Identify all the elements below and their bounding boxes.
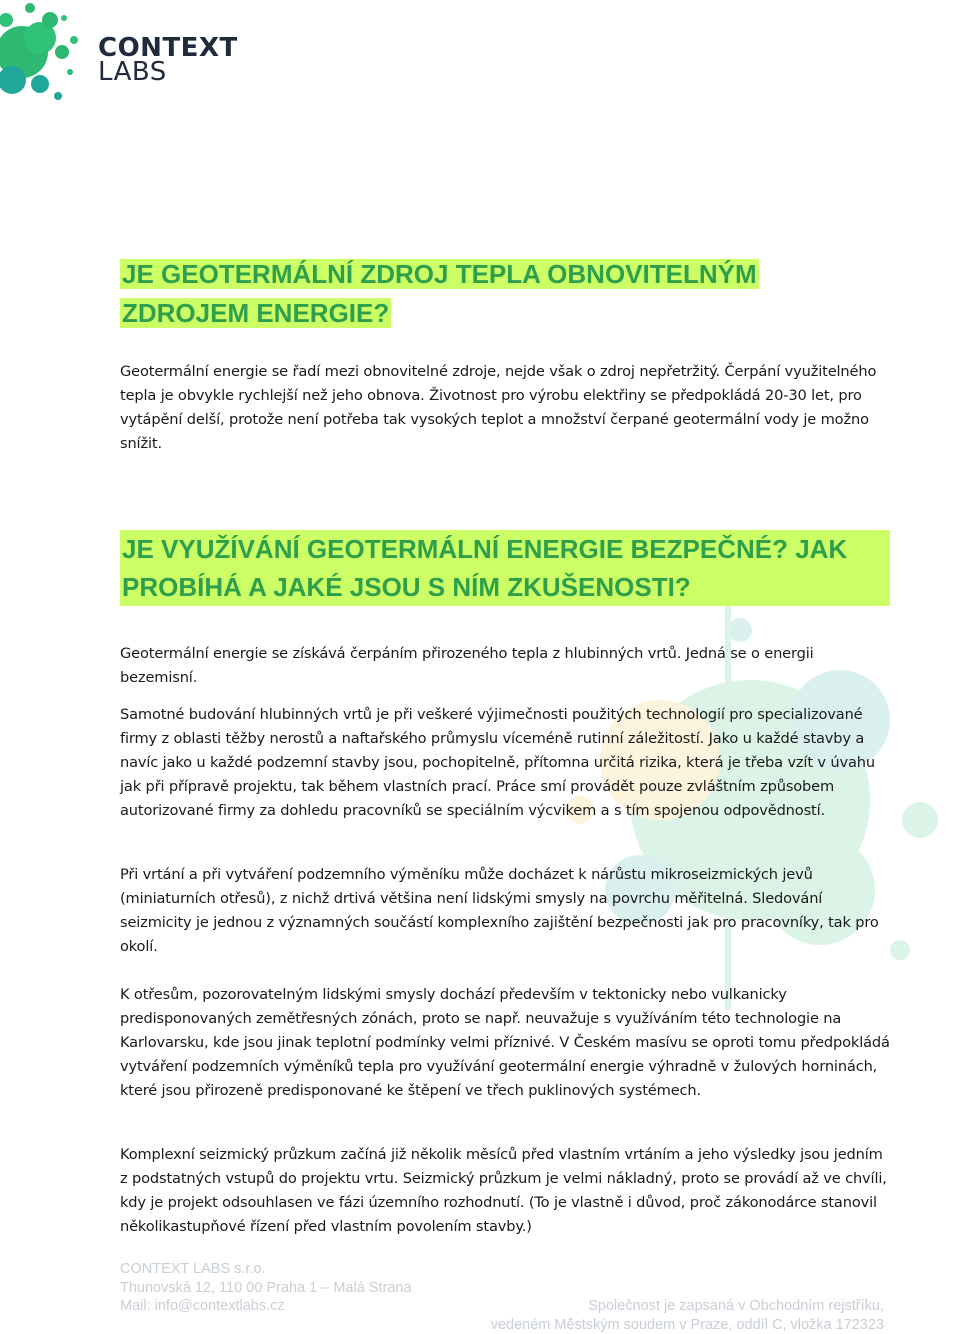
logo-line2: LABS — [98, 60, 238, 84]
section-heading-1: JE GEOTERMÁLNÍ ZDROJ TEPLA OBNOVITELNÝM ZDROJEM ENERGIE? — [120, 254, 810, 332]
paint-splash-icon — [0, 0, 96, 110]
logo-line1: CONTEXT — [98, 36, 238, 60]
paragraph: Komplexní seizmický průzkum začíná již několik měsíců před vlastním vrtáním a jeho výsledky jsou jedním z podstatných vstupů do projektu vrtu. Seizmický průzkum je velmi nákladný, proto se provádí až ve chvíli, kdy je projekt odsouhlasen ve fázi územního rozhodnutí. (To je vlastně i důvod, proč zákonodárce stanovil několikastupňové řízení před vlastním povolením stavby.) — [120, 1143, 890, 1239]
footer-registry-line1: Společnost je zapsaná v Obchodním rejstříku, — [491, 1297, 884, 1316]
footer-address: Thunovská 12, 110 00 Praha 1 – Malá Strana — [120, 1279, 890, 1298]
document-body — [120, 254, 890, 1239]
paragraph: Při vrtání a při vytváření podzemního výměníku může docházet k nárůstu mikroseizmických jevů (miniaturních otřesů), z nichž drtivá většina není lidskými smysly na povrchu měřitelná. Sledování seizmicity je jednou z významných součástí komplexního zajištění bezpečnosti jak pro pracovníky, tak pro okolí. — [120, 863, 890, 959]
paragraph: Geotermální energie se řadí mezi obnovitelné zdroje, nejde však o zdroj nepřetržitý. Čerpání využitelného tepla je obvykle rychlejší než jeho obnova. Životnost pro výrobu elektřiny se předpokládá 20-30 let, pro vytápění delší, protože není potřeba tak vysokých teplot a množství čerpané geotermální vody je možno snížit. — [120, 360, 890, 456]
footer-mail[interactable]: Mail: info@contextlabs.cz — [120, 1297, 890, 1316]
paragraph: K otřesům, pozorovatelným lidskými smysly dochází především v tektonicky nebo vulkanicky predisponovaných zemětřesných zónách, proto se např. neuvažuje s využíváním této technologie na Karlovarsku, kde jsou jinak teplotní podmínky velmi příznivé. V Českém masívu se oproti tomu předpokládá vytváření podzemních výměníků tepla pro využívání geotermální energie výhradně v žulových horninách, které jsou přirozeně predisponované ke štěpení ve třech puklinových systémech. — [120, 983, 890, 1103]
page-footer — [120, 1260, 890, 1316]
paragraph: Geotermální energie se získává čerpáním přirozeného tepla z hlubinných vrtů. Jedná se o energii bezemisní. — [120, 642, 890, 690]
company-logo — [0, 0, 260, 110]
footer-company: CONTEXT LABS s.r.o. — [120, 1260, 890, 1279]
paragraph: Samotné budování hlubinných vrtů je při veškeré výjimečnosti použitých technologií pro specializované firmy z oblasti těžby nerostů a naftařského průmyslu víceméně rutinní záležitostí. Jako u každé stavby a navíc jako u každé podzemní stavby jsou, pochopitelně, přítomna určitá rizika, která je třeba vzít v úvahu jak při přípravě projektu, tak během vlastních prací. Práce smí provádět pouze zvláštním způsobem autorizované firmy za dohledu pracovníků se speciálním výcvikem a s tím spojenou odpovědností. — [120, 703, 890, 823]
footer-registry-line2: vedeném Městským soudem v Praze, oddíl C, vložka 172323 — [491, 1316, 884, 1334]
section-heading-2: JE VYUŽÍVÁNÍ GEOTERMÁLNÍ ENERGIE BEZPEČNÉ? JAK PROBÍHÁ A JAKÉ JSOU S NÍM ZKUŠENOSTI? — [120, 530, 890, 606]
logo-wordmark — [98, 36, 238, 84]
footer-registry — [491, 1297, 884, 1334]
